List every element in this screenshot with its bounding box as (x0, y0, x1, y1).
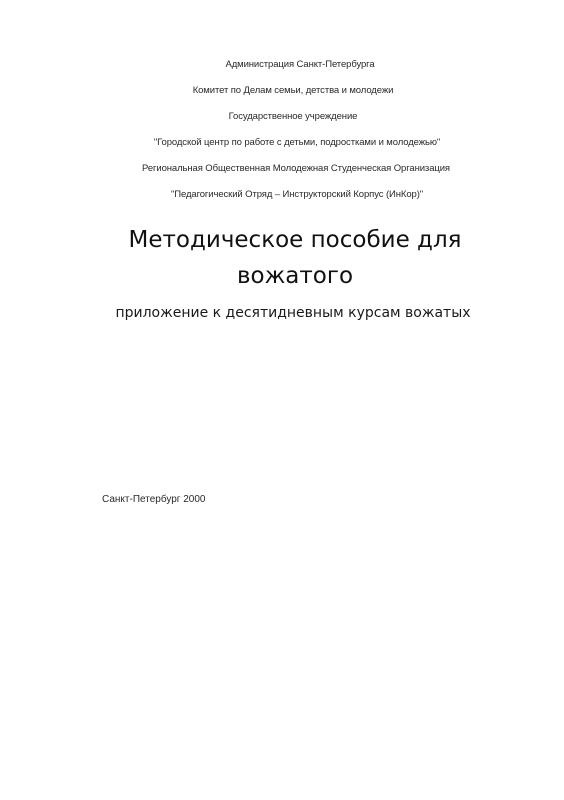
city-and-year: Санкт-Петербург 2000 (102, 494, 206, 505)
header-line-committee: Комитет по Делам семьи, детства и молодежи (192, 85, 394, 96)
header-line-institution-type: Государственное учреждение (228, 111, 358, 122)
header-line-center: "Городской центр по работе с детьми, подростками и молодежью" (153, 137, 441, 148)
issuing-organizations (0, 52, 564, 208)
document-title-line-1: Методическое пособие для (128, 227, 462, 253)
document-title (0, 222, 564, 294)
document-title-line-2: вожатого (236, 263, 354, 289)
header-line-administration: Администрация Санкт-Петербурга (225, 59, 375, 70)
document-subtitle: приложение к десятидневным курсам вожатых (115, 305, 471, 321)
header-line-organization: Региональная Общественная Молодежная Студенческая Организация (142, 163, 450, 174)
header-line-detachment: "Педагогический Отряд – Инструкторский Корпус (ИнКор)" (170, 189, 424, 200)
